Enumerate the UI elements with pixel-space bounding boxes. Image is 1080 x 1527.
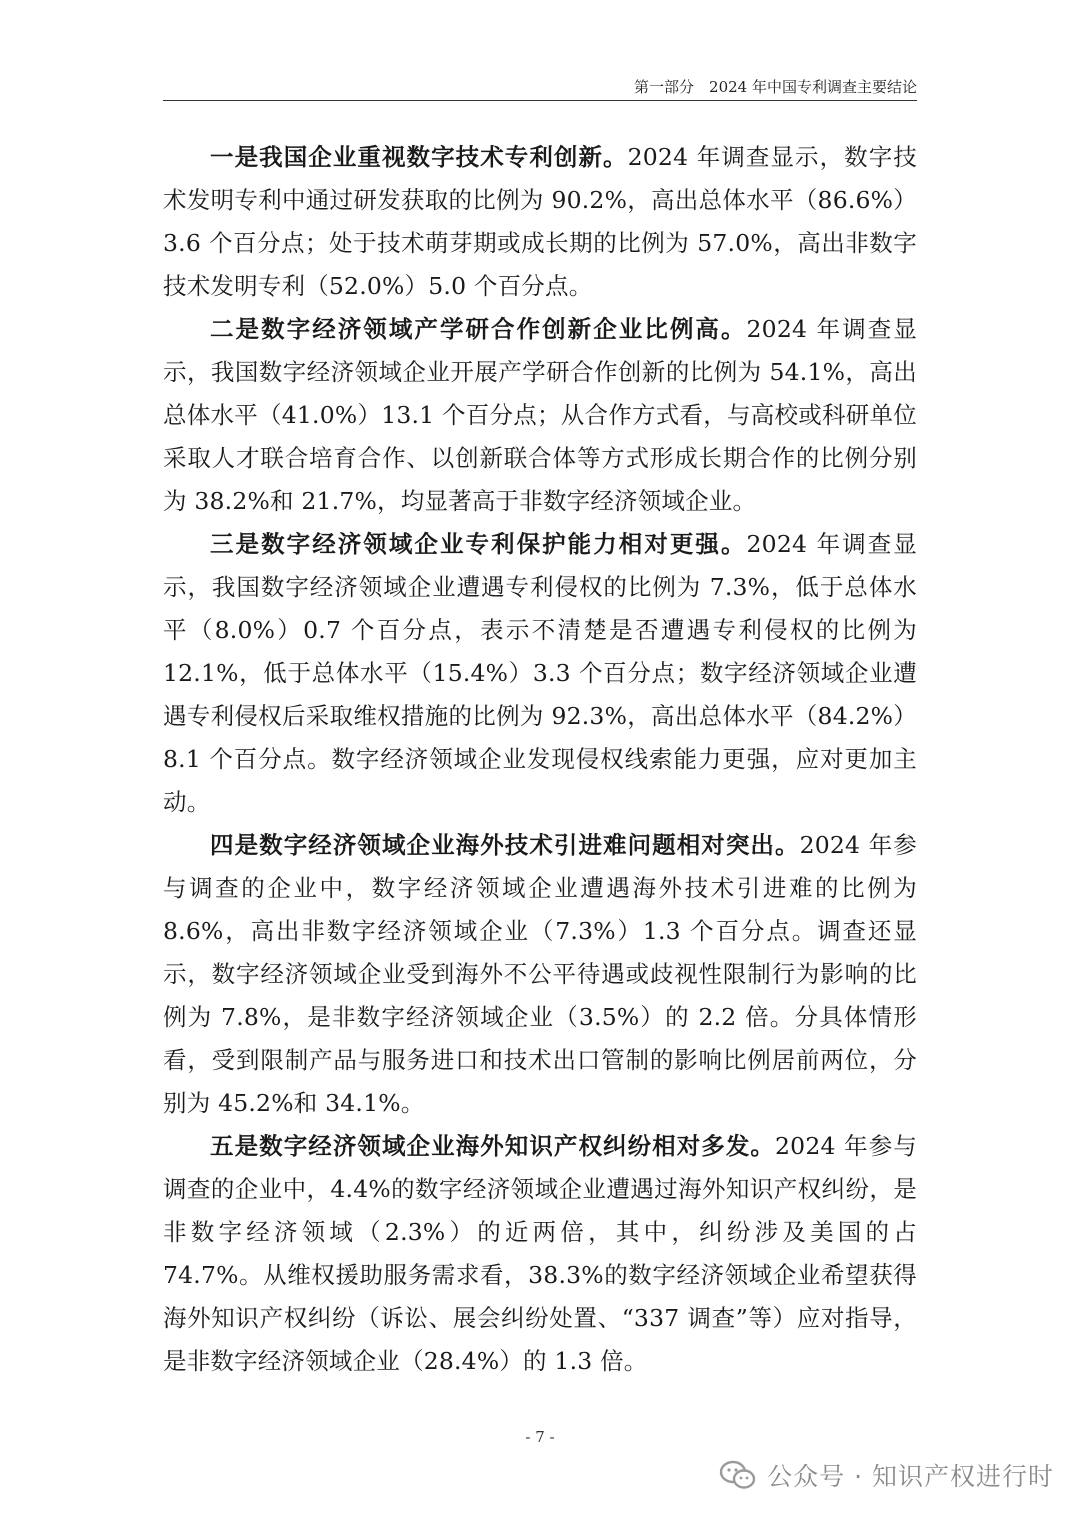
paragraph-2 [163,308,917,523]
paragraph-4 [163,824,917,1125]
paragraph-5 [163,1125,917,1383]
paragraph-text: 2024 年调查显示，我国数字经济领域企业开展产学研合作创新的比例为 54.1%，高出总体水平（41.0%）13.1 个百分点；从合作方式看，与高校或科研单位采取人才联合培育合作、以创新联合体等方式形成长期合作的比例分别为 38.2%和 21.7%，均显著高于非数字经济领域企业。 [163,315,918,515]
paragraph-lead: 一是我国企业重视数字技术专利创新。 [210,143,628,171]
watermark-text: 公众号 · 知识产权进行时 [767,1462,1054,1491]
page-header [163,74,917,101]
paragraph-text: 2024 年参与调查的企业中，4.4%的数字经济领域企业遭遇过海外知识产权纠纷，是非数字经济领域（2.3%）的近两倍，其中，纠纷涉及美国的占 74.7%。从维权援助服务需求看，38.3%的数字经济领域企业希望获得海外知识产权纠纷（诉讼、展会纠纷处置、“337 调查”等）应对指导，是非数字经济领域企业（28.4%）的 1.3 倍。 [163,1132,917,1375]
paragraph-lead: 三是数字经济领域企业专利保护能力相对更强。 [210,530,747,558]
paragraph-text: 2024 年调查显示，我国数字经济领域企业遭遇专利侵权的比例为 7.3%，低于总体水平（8.0%）0.7 个百分点，表示不清楚是否遭遇专利侵权的比例为 12.1%，低于总体水平（15.4%）3.3 个百分点；数字经济领域企业遭遇专利侵权后采取维权措施的比例为 92.3%，高出总体水平（84.2%）8.1 个百分点。数字经济领域企业发现侵权线索能力更强，应对更加主动。 [163,530,918,816]
paragraph-1 [163,136,917,308]
header-text: 第一部分 2024 年中国专利调查主要结论 [634,78,917,96]
paragraph-3 [163,523,917,824]
paragraph-lead: 二是数字经济领域产学研合作创新企业比例高。 [210,315,747,343]
page-number: - 7 - [525,1428,555,1446]
paragraph-text: 2024 年调查显示，数字技术发明专利中通过研发获取的比例为 90.2%，高出总体水平（86.6%）3.6 个百分点；处于技术萌芽期或成长期的比例为 57.0%，高出非数字技术发明专利（52.0%）5.0 个百分点。 [163,143,917,300]
watermark [719,1455,1054,1495]
document-body [163,136,917,1383]
wechat-icon [719,1460,757,1490]
paragraph-text: 2024 年参与调查的企业中，数字经济领域企业遭遇海外技术引进难的比例为 8.6%，高出非数字经济领域企业（7.3%）1.3 个百分点。调查还显示，数字经济领域企业受到海外不公平待遇或歧视性限制行为影响的比例为 7.8%，是非数字经济领域企业（3.5%）的 2.2 倍。分具体情形看，受到限制产品与服务进口和技术出口管制的影响比例居前两位，分别为 45.2%和 34.1%。 [163,831,917,1117]
paragraph-lead: 五是数字经济领域企业海外知识产权纠纷相对多发。 [210,1132,776,1160]
paragraph-lead: 四是数字经济领域企业海外技术引进难问题相对突出。 [210,831,800,859]
